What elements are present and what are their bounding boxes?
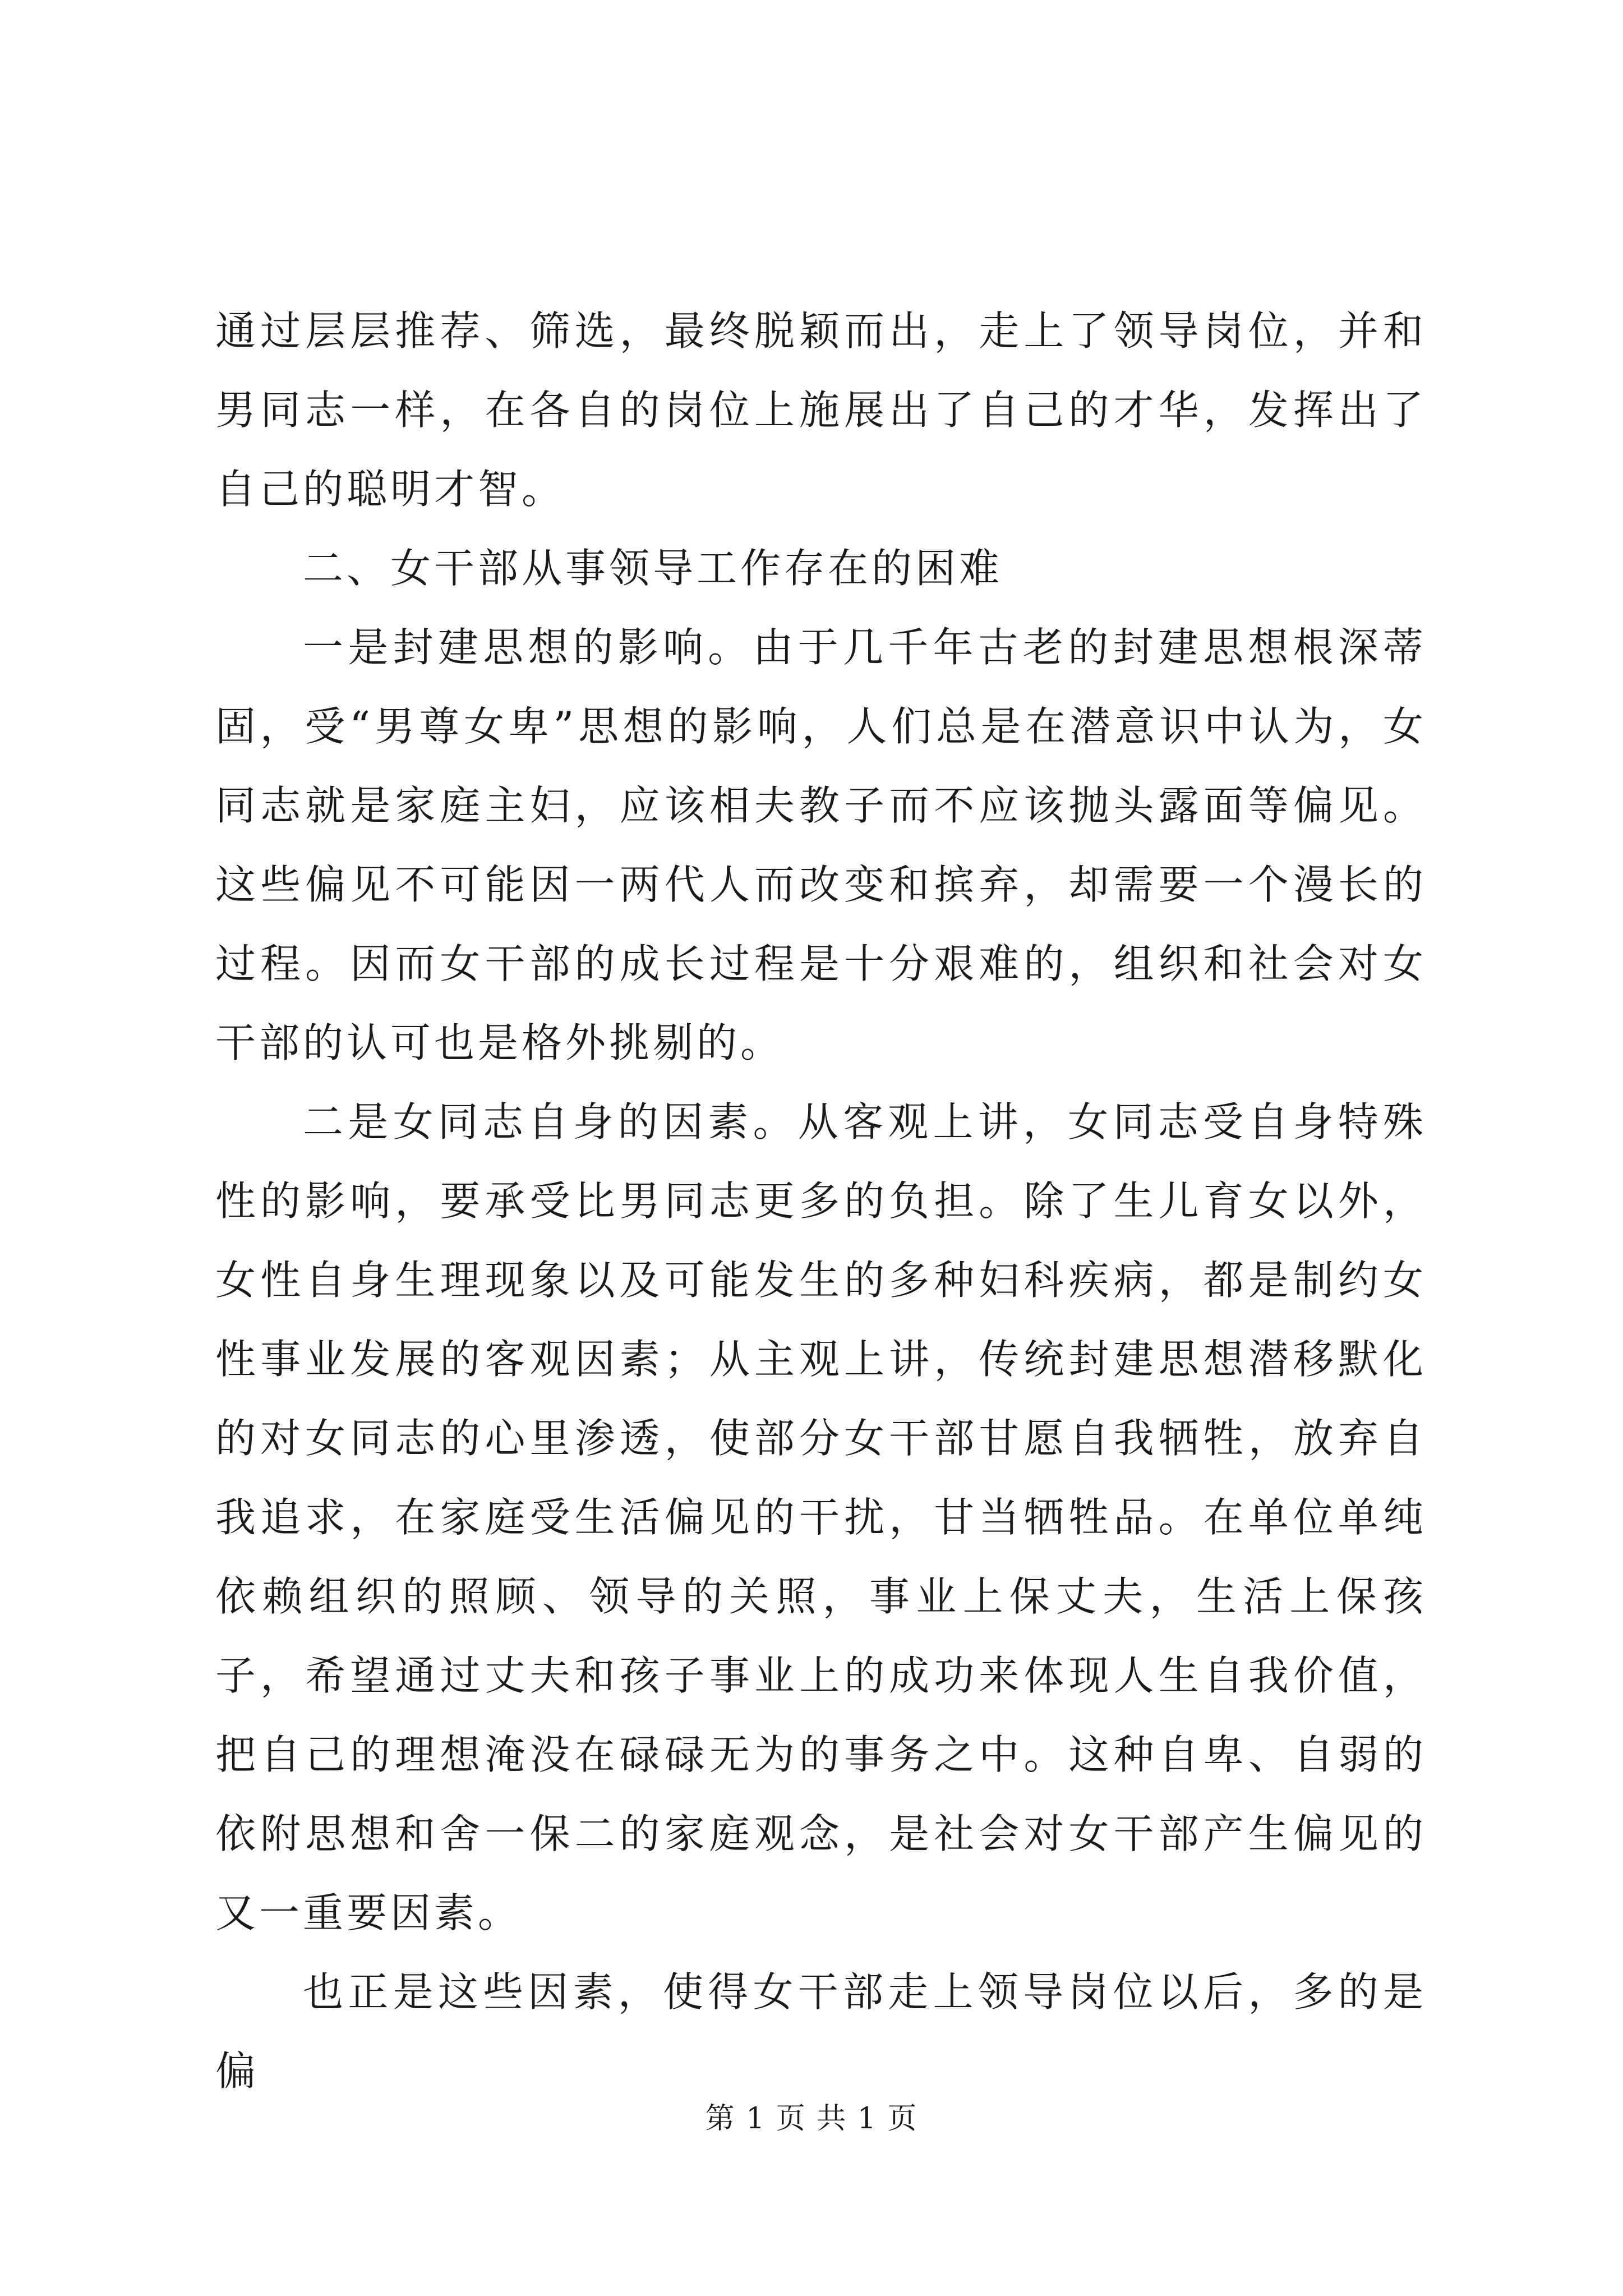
body-paragraph-4: 二是女同志自身的因素。从客观上讲，女同志受自身特殊性的影响，要承受比男同志更多的负担。除了生儿育女以外，女性自身生理现象以及可能发生的多种妇科疾病，都是制约女性事业发展的客观因素；从主观上讲，传统封建思想潜移默化的对女同志的心里渗透，使部分女干部甘愿自我牺牲，放弃自我追求，在家庭受生活偏见的干扰，甘当牺牲品。在单位单纯依赖组织的照顾、领导的关照，事业上保丈夫，生活上保孩子，希望通过丈夫和孩子事业上的成功来体现人生自我价值，把自己的理想淹没在碌碌无为的事务之中。这种自卑、自弱的依附思想和舍一保二的家庭观念，是社会对女干部产生偏见的又一重要因素。	[215, 1098, 1427, 1936]
body-paragraph-3: 一是封建思想的影响。由于几千年古老的封建思想根深蒂固，受“男尊女卑”思想的影响，人们总是在潜意识中认为，女同志就是家庭主妇，应该相夫教子而不应该抛头露面等偏见。这些偏见不可能因一两代人而改变和摈弃，却需要一个漫长的过程。因而女干部的成长过程是十分艰难的，组织和社会对女干部的认可也是格外挑剔的。	[215, 624, 1427, 1066]
section-heading: 二、女干部从事领导工作存在的困难	[303, 545, 1003, 592]
document-body	[215, 292, 1427, 2111]
page-footer: 第 1 页 共 1 页	[705, 2102, 918, 2136]
body-paragraph-1: 通过层层推荐、筛选，最终脱颖而出，走上了领导岗位，并和男同志一样，在各自的岗位上施展出了自己的才华，发挥出了自己的聪明才智。	[215, 307, 1427, 513]
body-paragraph-5: 也正是这些因素，使得女干部走上领导岗位以后，多的是偏	[215, 1968, 1427, 2095]
